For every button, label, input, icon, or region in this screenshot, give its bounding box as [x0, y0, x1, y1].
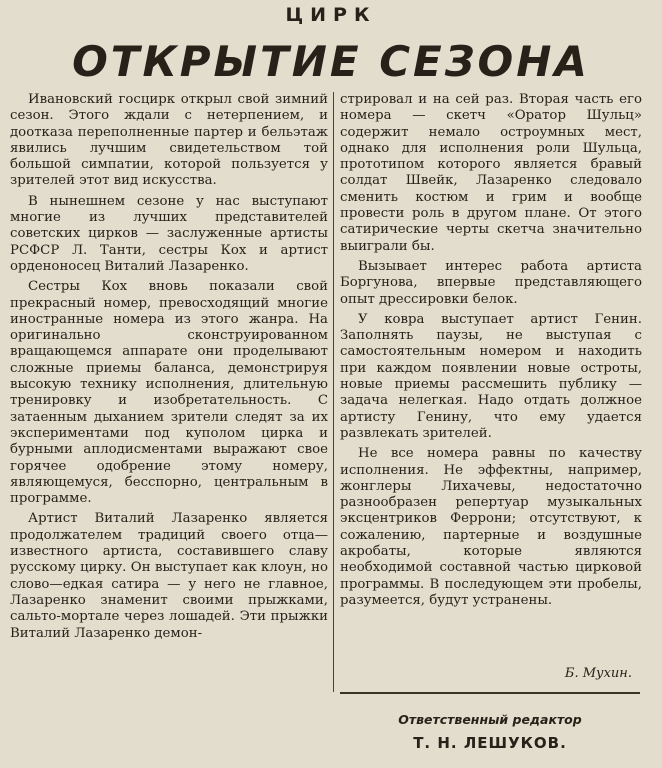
- paragraph: У ковра выступает артист Генин. Заполнять паузы, не выступая с самостоятельным номером и находить при каждом появлении новые остроты, новые приемы рассмешить публику — задача нелегкая. Надо отдать должное артисту Генину, что ему удается развлекать зрителей.: [340, 311, 642, 441]
- paragraph: Не все номера равны по качеству исполнения. Не эффектны, например, жонглеры Лихачевы, недостаточно разнообразен репертуар музыкальных эксцентриков Феррони; отсутствуют, к сожалению, партерные и воздушные акробаты, которые являются необходимой составной частью цирковой программы. В последующем эти пробелы, разумеется, будут устранены.: [340, 446, 642, 608]
- section-divider: [340, 692, 640, 694]
- rubric-heading: ЦИРК: [285, 4, 377, 26]
- article-headline: ОТКРЫТИЕ СЕЗОНА: [72, 37, 590, 86]
- article-column-right: [340, 92, 642, 682]
- paragraph: Сестры Кох вновь показали свой прекрасный номер, превосходящий многие иностранные номера из этого жанра. На оригинально сконструированном вращающемся аппарате они проделывают сложные приемы баланса, демонстрируя высокую технику исполнения, длительную тренировку и изобретательность. С затаенным дыханием зрители следят за их экспериментами под куполом цирка и бурными аплодисментами выражают свое горячее одобрение этому номеру, являющемуся, бесспорно, центральным в программе.: [10, 279, 328, 507]
- paragraph: Артист Виталий Лазаренко является продолжателем традиций своего отца—известного артиста, составившего славу русскому цирку. Он выступает как клоун, но слово—едкая сатира — у него не главное, Лазаренко знаменит своими прыжками, сальто-мортале через лошадей. Эти прыжки Виталий Лазаренко демон-: [10, 511, 328, 641]
- author-signature: Б. Мухин.: [564, 666, 632, 681]
- paragraph: Ивановский госцирк открыл свой зимний сезон. Этого ждали с нетерпением, и доотказа переполненные партер и бельэтаж явились лучшим свидетельством той большой симпатии, которой пользуется у зрителей этот вид искусства.: [10, 92, 328, 189]
- editor-name: Т. Н. ЛЕШУКОВ.: [413, 734, 567, 752]
- paragraph: В нынешнем сезоне у нас выступают многие из лучших представителей советских цирков — заслуженные артисты РСФСР Л. Танти, сестры Кох и артист орденоносец Виталий Лазаренко.: [10, 193, 328, 274]
- article-column-left: [10, 92, 328, 766]
- paragraph: стрировал и на сей раз. Вторая часть его номера — скетч «Оратор Шульц» содержит немало остроумных мест, однако для исполнения роли Шульца, прототипом которого является бравый солдат Швейк, Лазаренко следовало сменить костюм и грим и вообще провести роль в другом плане. От этого сатирические черты скетча значительно выиграли бы.: [340, 92, 642, 254]
- column-divider: [333, 92, 334, 692]
- editor-title: Ответственный редактор: [398, 712, 582, 727]
- paragraph: Вызывает интерес работа артиста Боргунова, впервые представляющего опыт дрессировки белок.: [340, 258, 642, 307]
